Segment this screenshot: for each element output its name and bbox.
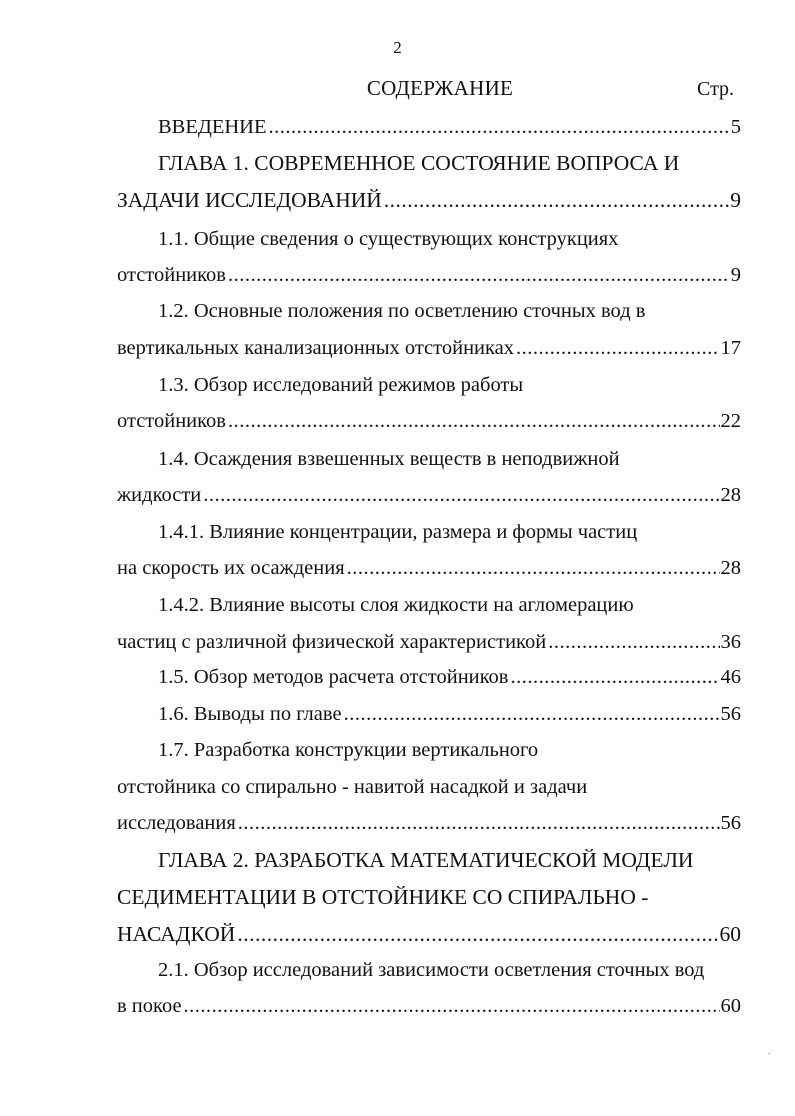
toc-chapter-2-line-1 xyxy=(158,845,741,875)
toc-entry-text: исследования xyxy=(117,812,236,834)
leader-dots xyxy=(546,627,719,657)
toc-entry-text: 1.6. Выводы по главе xyxy=(158,703,342,725)
toc-entry-text: 1.4. Осаждения взвешенных веществ в неподвижной xyxy=(158,448,620,470)
toc-entry-text: 1.5. Обзор методов расчета отстойников xyxy=(158,666,509,688)
toc-entry-1-4-line-2 xyxy=(117,480,741,510)
toc-entry-text: 1.4.1. Влияние концентрации, размера и формы частиц xyxy=(158,521,638,543)
toc-entry-1-5 xyxy=(158,662,741,692)
toc-entry-introduction xyxy=(158,112,741,142)
toc-entry-1-3-line-2 xyxy=(117,406,741,436)
toc-entry-text: частиц с различной физической характеристикой xyxy=(117,631,547,653)
page-title: СОДЕРЖАНИЕ xyxy=(366,76,514,100)
toc-entry-1-4-1-line-2 xyxy=(117,553,741,583)
toc-chapter-1-line-2 xyxy=(117,185,741,215)
toc-entry-text: ГЛАВА 2. РАЗРАБОТКА МАТЕМАТИЧЕСКОЙ МОДЕЛИ xyxy=(158,848,694,872)
toc-entry-page: 28 xyxy=(720,557,741,579)
toc-entry-1-1-line-2 xyxy=(117,260,741,290)
toc-entry-page: 17 xyxy=(720,337,741,359)
toc-entry-page: 28 xyxy=(720,484,741,506)
page-number: 2 xyxy=(393,38,402,57)
toc-entry-text: 1.7. Разработка конструкции вертикального xyxy=(158,739,539,761)
page-column-label: Стр. xyxy=(697,78,735,100)
toc-chapter-2-line-2 xyxy=(117,882,741,912)
toc-entry-text: 1.4.2. Влияние высоты слоя жидкости на агломерацию xyxy=(158,594,634,616)
toc-entry-1-7-line-1 xyxy=(158,735,741,765)
toc-entry-1-3-line-1 xyxy=(158,370,741,400)
toc-entry-text: в покое xyxy=(117,995,182,1017)
toc-entry-2-1-line-2 xyxy=(117,991,741,1021)
toc-entry-1-1-line-1 xyxy=(158,224,741,254)
toc-entry-page: 5 xyxy=(730,116,741,138)
leader-dots xyxy=(382,185,729,215)
toc-entry-1-4-2-line-1 xyxy=(158,590,741,620)
toc-entry-page: 60 xyxy=(720,995,741,1017)
toc-entry-page: 56 xyxy=(720,812,741,834)
toc-entry-1-4-1-line-1 xyxy=(158,517,741,547)
toc-chapter-2-line-3 xyxy=(117,919,741,949)
toc-entry-text: 2.1. Обзор исследований зависимости осветления сточных вод xyxy=(158,959,705,981)
toc-entry-page: 9 xyxy=(730,264,741,286)
toc-entry-text: отстойников xyxy=(117,264,226,286)
leader-dots xyxy=(342,699,720,729)
toc-entry-1-4-2-line-2 xyxy=(117,627,741,657)
leader-dots xyxy=(267,112,730,142)
leader-dots xyxy=(508,662,719,692)
leader-dots xyxy=(514,333,719,363)
toc-entry-text: 1.1. Общие сведения о существующих конструкциях xyxy=(158,228,619,250)
leader-dots xyxy=(226,260,730,290)
toc-entry-page: 36 xyxy=(720,631,741,653)
toc-entry-text: ЗАДАЧИ ИССЛЕДОВАНИЙ xyxy=(117,188,382,212)
toc-entry-1-7-line-2 xyxy=(117,772,741,802)
toc-entry-page: 22 xyxy=(720,410,741,432)
toc-entry-text: 1.2. Основные положения по осветлению сточных вод в xyxy=(158,300,646,322)
toc-entry-text: на скорость их осаждения xyxy=(117,557,345,579)
leader-dots xyxy=(345,553,720,583)
toc-entry-1-7-line-3 xyxy=(117,808,741,838)
leader-dots xyxy=(236,808,720,838)
toc-entry-page: 60 xyxy=(719,922,741,946)
toc-entry-text: отстойников xyxy=(117,410,226,432)
toc-entry-text: ВВЕДЕНИЕ xyxy=(158,116,267,138)
toc-entry-text: 1.3. Обзор исследований режимов работы xyxy=(158,374,524,396)
leader-dots xyxy=(235,919,718,949)
toc-entry-text: СЕДИМЕНТАЦИИ В ОТСТОЙНИКЕ СО СПИРАЛЬНО - xyxy=(117,885,649,909)
toc-entry-1-6 xyxy=(158,699,741,729)
toc-chapter-1-line-1 xyxy=(158,148,741,178)
leader-dots xyxy=(201,480,719,510)
toc-entry-text: отстойника со спирально - навитой насадкой и задачи xyxy=(117,776,588,798)
toc-entry-page: 56 xyxy=(720,703,741,725)
toc-entry-text: жидкости xyxy=(117,484,202,506)
toc-entry-1-4-line-1 xyxy=(158,444,741,474)
toc-entry-text: НАСАДКОЙ xyxy=(117,922,236,946)
scan-speck: . xyxy=(768,1046,771,1057)
toc-entry-text: ГЛАВА 1. СОВРЕМЕННОЕ СОСТОЯНИЕ ВОПРОСА И xyxy=(158,151,680,175)
leader-dots xyxy=(182,991,720,1021)
toc-entry-1-2-line-2 xyxy=(117,333,741,363)
leader-dots xyxy=(226,406,720,436)
toc-entry-1-2-line-1 xyxy=(158,296,741,326)
toc-entry-2-1-line-1 xyxy=(158,955,741,985)
toc-entry-page: 9 xyxy=(730,188,741,212)
toc-entry-page: 46 xyxy=(720,666,741,688)
toc-entry-text: вертикальных канализационных отстойниках xyxy=(117,337,515,359)
